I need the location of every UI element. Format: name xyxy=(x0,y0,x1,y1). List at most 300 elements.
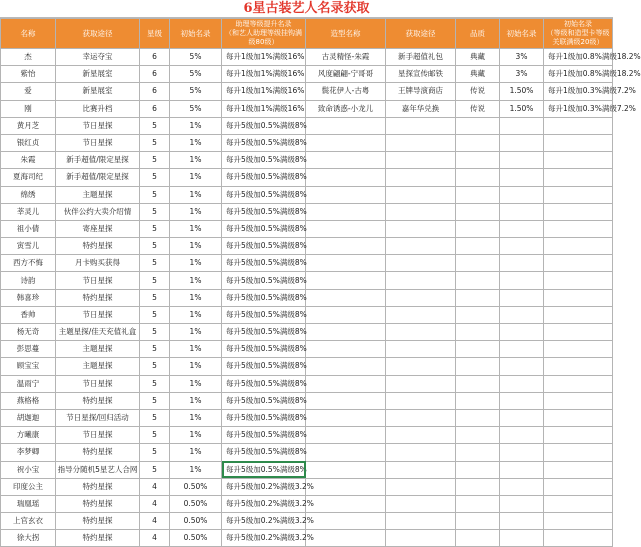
cell-assistant[interactable]: 每升1级加1%满级16% xyxy=(222,100,306,117)
cell-source[interactable]: 比赛升档 xyxy=(56,100,140,117)
cell-costume-source[interactable] xyxy=(386,392,456,409)
cell-costume-source[interactable] xyxy=(386,530,456,547)
cell-stars[interactable]: 6 xyxy=(140,66,170,83)
cell-initial[interactable]: 1% xyxy=(170,203,222,220)
cell-costume[interactable]: 致命诱惑-小龙儿 xyxy=(306,100,386,117)
cell-stars[interactable]: 5 xyxy=(140,134,170,151)
cell-source[interactable]: 主题星探 xyxy=(56,186,140,203)
cell-costume-initial[interactable]: 3% xyxy=(500,66,544,83)
cell-costume-source[interactable] xyxy=(386,461,456,478)
cell-initial[interactable]: 1% xyxy=(170,289,222,306)
cell-quality[interactable] xyxy=(456,324,500,341)
cell-costume-initial[interactable] xyxy=(500,427,544,444)
cell-quality[interactable] xyxy=(456,134,500,151)
cell-stars[interactable]: 4 xyxy=(140,530,170,547)
col-header-costume-growth[interactable]: 初始名录 （等级和造型卡等级关联满级20级） xyxy=(544,19,613,49)
cell-source[interactable]: 指导分随机5星艺人合网 xyxy=(56,461,140,478)
cell-costume-initial[interactable] xyxy=(500,444,544,461)
cell-costume-growth[interactable] xyxy=(544,186,613,203)
cell-assistant[interactable]: 每升5级加0.5%满级8% xyxy=(222,375,306,392)
cell-costume-growth[interactable] xyxy=(544,478,613,495)
cell-initial[interactable]: 1% xyxy=(170,324,222,341)
cell-stars[interactable]: 5 xyxy=(140,117,170,134)
cell-costume-initial[interactable] xyxy=(500,530,544,547)
cell-name[interactable]: 西方不悔 xyxy=(1,255,56,272)
cell-costume[interactable] xyxy=(306,513,386,530)
cell-costume-growth[interactable]: 每升1级加0.3%满级7.2% xyxy=(544,83,613,100)
cell-quality[interactable] xyxy=(456,272,500,289)
cell-source[interactable]: 月卡购买获得 xyxy=(56,255,140,272)
cell-costume-source[interactable] xyxy=(386,117,456,134)
cell-source[interactable]: 幸运夺宝 xyxy=(56,49,140,66)
cell-costume-growth[interactable] xyxy=(544,238,613,255)
cell-stars[interactable]: 5 xyxy=(140,272,170,289)
cell-costume-initial[interactable] xyxy=(500,117,544,134)
cell-costume-source[interactable] xyxy=(386,478,456,495)
cell-costume[interactable] xyxy=(306,203,386,220)
cell-costume-initial[interactable] xyxy=(500,358,544,375)
cell-costume-growth[interactable] xyxy=(544,444,613,461)
cell-quality[interactable] xyxy=(456,427,500,444)
cell-stars[interactable]: 6 xyxy=(140,49,170,66)
cell-quality[interactable] xyxy=(456,203,500,220)
cell-quality[interactable] xyxy=(456,392,500,409)
cell-assistant[interactable]: 每升5级加0.5%满级8% xyxy=(222,324,306,341)
cell-costume-growth[interactable] xyxy=(544,324,613,341)
cell-costume-growth[interactable]: 每升1级加0.8%满级18.2% xyxy=(544,49,613,66)
cell-costume-source[interactable] xyxy=(386,134,456,151)
cell-name[interactable]: 瑞凰瑶 xyxy=(1,495,56,512)
cell-costume-initial[interactable]: 1.50% xyxy=(500,83,544,100)
cell-source[interactable]: 新手超值/限定星探 xyxy=(56,169,140,186)
cell-costume[interactable] xyxy=(306,461,386,478)
cell-name[interactable]: 紫怡 xyxy=(1,66,56,83)
cell-costume-source[interactable] xyxy=(386,409,456,426)
cell-costume-growth[interactable] xyxy=(544,117,613,134)
cell-name[interactable]: 夏海司纪 xyxy=(1,169,56,186)
cell-name[interactable]: 刚 xyxy=(1,100,56,117)
cell-costume-initial[interactable] xyxy=(500,409,544,426)
cell-assistant[interactable]: 每升5级加0.2%满级3.2% xyxy=(222,495,306,512)
cell-quality[interactable]: 传说 xyxy=(456,100,500,117)
cell-assistant[interactable]: 每升1级加1%满级16% xyxy=(222,66,306,83)
cell-costume-initial[interactable] xyxy=(500,306,544,323)
cell-source[interactable]: 特约星探 xyxy=(56,478,140,495)
cell-costume[interactable] xyxy=(306,134,386,151)
cell-stars[interactable]: 5 xyxy=(140,203,170,220)
cell-initial[interactable]: 1% xyxy=(170,341,222,358)
cell-costume-growth[interactable] xyxy=(544,392,613,409)
cell-costume-growth[interactable] xyxy=(544,461,613,478)
cell-costume-initial[interactable] xyxy=(500,289,544,306)
cell-initial[interactable]: 0.50% xyxy=(170,530,222,547)
cell-name[interactable]: 银红贞 xyxy=(1,134,56,151)
cell-source[interactable]: 特约星探 xyxy=(56,444,140,461)
cell-source[interactable]: 寄座星探 xyxy=(56,220,140,237)
cell-assistant[interactable]: 每升5级加0.5%满级8% xyxy=(222,203,306,220)
cell-initial[interactable]: 1% xyxy=(170,272,222,289)
cell-stars[interactable]: 5 xyxy=(140,444,170,461)
cell-costume-growth[interactable] xyxy=(544,152,613,169)
cell-costume-growth[interactable] xyxy=(544,203,613,220)
cell-initial[interactable]: 1% xyxy=(170,444,222,461)
cell-costume-growth[interactable] xyxy=(544,220,613,237)
cell-stars[interactable]: 5 xyxy=(140,358,170,375)
cell-name[interactable]: 胡迦迦 xyxy=(1,409,56,426)
cell-costume-source[interactable] xyxy=(386,289,456,306)
cell-costume-growth[interactable] xyxy=(544,134,613,151)
cell-stars[interactable]: 5 xyxy=(140,152,170,169)
cell-costume-growth[interactable] xyxy=(544,375,613,392)
cell-source[interactable]: 特约星探 xyxy=(56,530,140,547)
cell-costume[interactable] xyxy=(306,169,386,186)
cell-costume-source[interactable] xyxy=(386,427,456,444)
cell-costume-source[interactable] xyxy=(386,169,456,186)
cell-quality[interactable] xyxy=(456,495,500,512)
cell-name[interactable]: 顾宝宝 xyxy=(1,358,56,375)
cell-costume-initial[interactable] xyxy=(500,478,544,495)
cell-stars[interactable]: 5 xyxy=(140,306,170,323)
cell-costume[interactable] xyxy=(306,306,386,323)
col-header-name[interactable]: 名称 xyxy=(1,19,56,49)
cell-stars[interactable]: 5 xyxy=(140,186,170,203)
cell-quality[interactable] xyxy=(456,409,500,426)
cell-quality[interactable] xyxy=(456,461,500,478)
cell-costume-source[interactable] xyxy=(386,324,456,341)
cell-name[interactable]: 寅雪儿 xyxy=(1,238,56,255)
cell-initial[interactable]: 5% xyxy=(170,100,222,117)
cell-costume-source[interactable] xyxy=(386,358,456,375)
cell-costume-growth[interactable] xyxy=(544,289,613,306)
cell-costume-initial[interactable] xyxy=(500,324,544,341)
cell-costume-source[interactable] xyxy=(386,306,456,323)
cell-stars[interactable]: 4 xyxy=(140,495,170,512)
cell-source[interactable]: 新星展室 xyxy=(56,83,140,100)
cell-costume[interactable] xyxy=(306,392,386,409)
cell-quality[interactable] xyxy=(456,444,500,461)
cell-name[interactable]: 方曦康 xyxy=(1,427,56,444)
cell-costume-initial[interactable] xyxy=(500,255,544,272)
cell-initial[interactable]: 0.50% xyxy=(170,495,222,512)
cell-costume-initial[interactable] xyxy=(500,169,544,186)
cell-quality[interactable] xyxy=(456,152,500,169)
cell-name[interactable]: 温雨宁 xyxy=(1,375,56,392)
cell-costume[interactable] xyxy=(306,427,386,444)
cell-costume-initial[interactable] xyxy=(500,341,544,358)
cell-costume-initial[interactable] xyxy=(500,495,544,512)
cell-costume-growth[interactable] xyxy=(544,495,613,512)
cell-costume[interactable] xyxy=(306,341,386,358)
cell-costume-source[interactable] xyxy=(386,375,456,392)
cell-assistant[interactable]: 每升5级加0.5%满级8% xyxy=(222,461,306,478)
cell-quality[interactable]: 典藏 xyxy=(456,49,500,66)
col-header-costume[interactable]: 造型名称 xyxy=(306,19,386,49)
cell-initial[interactable]: 0.50% xyxy=(170,478,222,495)
cell-name[interactable]: 朱霞 xyxy=(1,152,56,169)
cell-costume[interactable] xyxy=(306,220,386,237)
cell-initial[interactable]: 5% xyxy=(170,83,222,100)
cell-costume-growth[interactable] xyxy=(544,255,613,272)
cell-costume-growth[interactable] xyxy=(544,272,613,289)
cell-initial[interactable]: 1% xyxy=(170,392,222,409)
cell-costume-source[interactable] xyxy=(386,238,456,255)
cell-source[interactable]: 节日星探 xyxy=(56,306,140,323)
cell-name[interactable]: 上官玄衣 xyxy=(1,513,56,530)
cell-initial[interactable]: 1% xyxy=(170,134,222,151)
cell-costume-source[interactable] xyxy=(386,272,456,289)
cell-assistant[interactable]: 每升5级加0.2%满级3.2% xyxy=(222,513,306,530)
cell-assistant[interactable]: 每升5级加0.5%满级8% xyxy=(222,186,306,203)
cell-assistant[interactable]: 每升5级加0.5%满级8% xyxy=(222,409,306,426)
cell-quality[interactable] xyxy=(456,255,500,272)
cell-costume[interactable] xyxy=(306,255,386,272)
cell-costume-growth[interactable] xyxy=(544,341,613,358)
cell-stars[interactable]: 5 xyxy=(140,392,170,409)
cell-source[interactable]: 新星展室 xyxy=(56,66,140,83)
cell-quality[interactable]: 典藏 xyxy=(456,66,500,83)
cell-initial[interactable]: 1% xyxy=(170,306,222,323)
cell-costume-growth[interactable]: 每升1级加0.8%满级18.2% xyxy=(544,66,613,83)
cell-name[interactable]: 绵绣 xyxy=(1,186,56,203)
cell-stars[interactable]: 5 xyxy=(140,409,170,426)
cell-name[interactable]: 杨无奇 xyxy=(1,324,56,341)
cell-source[interactable]: 特约星探 xyxy=(56,513,140,530)
cell-source[interactable]: 新手超值/限定星探 xyxy=(56,152,140,169)
cell-costume-initial[interactable] xyxy=(500,152,544,169)
cell-initial[interactable]: 1% xyxy=(170,186,222,203)
cell-costume[interactable]: 古灵精怪-朱霞 xyxy=(306,49,386,66)
cell-stars[interactable]: 5 xyxy=(140,289,170,306)
cell-costume[interactable] xyxy=(306,152,386,169)
cell-assistant[interactable]: 每升1级加1%满级16% xyxy=(222,49,306,66)
cell-costume-initial[interactable] xyxy=(500,186,544,203)
cell-name[interactable]: 李梦卿 xyxy=(1,444,56,461)
cell-costume-source[interactable] xyxy=(386,203,456,220)
cell-initial[interactable]: 1% xyxy=(170,117,222,134)
cell-assistant[interactable]: 每升5级加0.2%满级3.2% xyxy=(222,478,306,495)
cell-assistant[interactable]: 每升5级加0.2%满级3.2% xyxy=(222,530,306,547)
cell-name[interactable]: 韩喜珍 xyxy=(1,289,56,306)
cell-costume-source[interactable] xyxy=(386,341,456,358)
cell-assistant[interactable]: 每升5级加0.5%满级8% xyxy=(222,117,306,134)
cell-stars[interactable]: 5 xyxy=(140,169,170,186)
col-header-costume-initial[interactable]: 初始名录 xyxy=(500,19,544,49)
cell-source[interactable]: 节日星探 xyxy=(56,272,140,289)
cell-source[interactable]: 节日星探 xyxy=(56,134,140,151)
cell-costume[interactable] xyxy=(306,289,386,306)
cell-costume-initial[interactable]: 1.50% xyxy=(500,100,544,117)
cell-initial[interactable]: 1% xyxy=(170,255,222,272)
cell-name[interactable]: 祖小倩 xyxy=(1,220,56,237)
cell-stars[interactable]: 5 xyxy=(140,324,170,341)
cell-stars[interactable]: 5 xyxy=(140,341,170,358)
cell-name[interactable]: 莘灵儿 xyxy=(1,203,56,220)
cell-costume[interactable]: 鬓花伊人-古粤 xyxy=(306,83,386,100)
cell-stars[interactable]: 4 xyxy=(140,478,170,495)
cell-stars[interactable]: 4 xyxy=(140,513,170,530)
cell-initial[interactable]: 1% xyxy=(170,358,222,375)
cell-costume-growth[interactable] xyxy=(544,513,613,530)
cell-quality[interactable] xyxy=(456,289,500,306)
col-header-initial[interactable]: 初始名录 xyxy=(170,19,222,49)
cell-source[interactable]: 特约星探 xyxy=(56,238,140,255)
cell-stars[interactable]: 5 xyxy=(140,238,170,255)
cell-assistant[interactable]: 每升5级加0.5%满级8% xyxy=(222,427,306,444)
cell-stars[interactable]: 5 xyxy=(140,220,170,237)
cell-initial[interactable]: 1% xyxy=(170,461,222,478)
cell-source[interactable]: 节日星探/回归活动 xyxy=(56,409,140,426)
cell-name[interactable]: 香帅 xyxy=(1,306,56,323)
cell-costume-source[interactable]: 嘉年华兑换 xyxy=(386,100,456,117)
cell-source[interactable]: 主题星探/佳天充值礼盒 xyxy=(56,324,140,341)
cell-assistant[interactable]: 每升5级加0.5%满级8% xyxy=(222,341,306,358)
cell-source[interactable]: 主题星探 xyxy=(56,358,140,375)
cell-assistant[interactable]: 每升5级加0.5%满级8% xyxy=(222,289,306,306)
cell-source[interactable]: 特约星探 xyxy=(56,495,140,512)
cell-costume-source[interactable] xyxy=(386,495,456,512)
cell-quality[interactable] xyxy=(456,220,500,237)
cell-source[interactable]: 节日星探 xyxy=(56,117,140,134)
cell-initial[interactable]: 1% xyxy=(170,152,222,169)
cell-name[interactable]: 杰 xyxy=(1,49,56,66)
cell-assistant[interactable]: 每升5级加0.5%满级8% xyxy=(222,152,306,169)
col-header-source[interactable]: 获取途径 xyxy=(56,19,140,49)
cell-costume[interactable] xyxy=(306,409,386,426)
cell-initial[interactable]: 1% xyxy=(170,238,222,255)
cell-costume-growth[interactable] xyxy=(544,427,613,444)
cell-costume[interactable] xyxy=(306,530,386,547)
cell-assistant[interactable]: 每升5级加0.5%满级8% xyxy=(222,220,306,237)
cell-name[interactable]: 徐大拐 xyxy=(1,530,56,547)
cell-costume-initial[interactable] xyxy=(500,203,544,220)
cell-costume[interactable] xyxy=(306,444,386,461)
cell-assistant[interactable]: 每升5级加0.5%满级8% xyxy=(222,392,306,409)
cell-name[interactable]: 彭思蔓 xyxy=(1,341,56,358)
cell-costume[interactable] xyxy=(306,358,386,375)
cell-stars[interactable]: 5 xyxy=(140,427,170,444)
cell-assistant[interactable]: 每升5级加0.5%满级8% xyxy=(222,272,306,289)
cell-costume-source[interactable] xyxy=(386,186,456,203)
cell-name[interactable]: 黄月芝 xyxy=(1,117,56,134)
col-header-stars[interactable]: 星级 xyxy=(140,19,170,49)
cell-initial[interactable]: 1% xyxy=(170,409,222,426)
cell-assistant[interactable]: 每升5级加0.5%满级8% xyxy=(222,255,306,272)
cell-costume[interactable] xyxy=(306,495,386,512)
cell-costume[interactable] xyxy=(306,478,386,495)
cell-costume-initial[interactable] xyxy=(500,392,544,409)
col-header-quality[interactable]: 品质 xyxy=(456,19,500,49)
cell-costume-growth[interactable] xyxy=(544,530,613,547)
cell-name[interactable]: 祝小宝 xyxy=(1,461,56,478)
cell-source[interactable]: 特约星探 xyxy=(56,392,140,409)
col-header-costume-source[interactable]: 获取途径 xyxy=(386,19,456,49)
cell-costume[interactable] xyxy=(306,375,386,392)
cell-initial[interactable]: 5% xyxy=(170,66,222,83)
cell-assistant[interactable]: 每升5级加0.5%满级8% xyxy=(222,134,306,151)
cell-name[interactable]: 印度公主 xyxy=(1,478,56,495)
cell-quality[interactable]: 传说 xyxy=(456,83,500,100)
cell-quality[interactable] xyxy=(456,306,500,323)
cell-costume-growth[interactable]: 每升1级加0.3%满级7.2% xyxy=(544,100,613,117)
cell-costume-growth[interactable] xyxy=(544,306,613,323)
cell-costume-source[interactable] xyxy=(386,513,456,530)
cell-costume-initial[interactable] xyxy=(500,513,544,530)
cell-costume-source[interactable]: 新手超值礼包 xyxy=(386,49,456,66)
cell-assistant[interactable]: 每升5级加0.5%满级8% xyxy=(222,169,306,186)
cell-source[interactable]: 伙伴公约大卖介绍情 xyxy=(56,203,140,220)
cell-quality[interactable] xyxy=(456,117,500,134)
cell-quality[interactable] xyxy=(456,358,500,375)
cell-costume-growth[interactable] xyxy=(544,169,613,186)
cell-name[interactable]: 诗韵 xyxy=(1,272,56,289)
cell-costume-source[interactable] xyxy=(386,220,456,237)
cell-stars[interactable]: 5 xyxy=(140,461,170,478)
cell-name[interactable]: 燕格格 xyxy=(1,392,56,409)
cell-costume-initial[interactable] xyxy=(500,220,544,237)
cell-assistant[interactable]: 每升5级加0.5%满级8% xyxy=(222,238,306,255)
cell-costume[interactable] xyxy=(306,238,386,255)
cell-quality[interactable] xyxy=(456,375,500,392)
cell-costume-initial[interactable] xyxy=(500,238,544,255)
cell-stars[interactable]: 5 xyxy=(140,375,170,392)
cell-initial[interactable]: 1% xyxy=(170,220,222,237)
cell-source[interactable]: 节日星探 xyxy=(56,375,140,392)
cell-assistant[interactable]: 每升5级加0.5%满级8% xyxy=(222,358,306,375)
cell-assistant[interactable]: 每升5级加0.5%满级8% xyxy=(222,306,306,323)
cell-quality[interactable] xyxy=(456,186,500,203)
cell-stars[interactable]: 6 xyxy=(140,100,170,117)
cell-stars[interactable]: 5 xyxy=(140,255,170,272)
cell-quality[interactable] xyxy=(456,238,500,255)
cell-quality[interactable] xyxy=(456,513,500,530)
cell-costume-source[interactable]: 王牌导演商店 xyxy=(386,83,456,100)
cell-source[interactable]: 主题星探 xyxy=(56,341,140,358)
cell-costume-growth[interactable] xyxy=(544,358,613,375)
cell-costume-source[interactable] xyxy=(386,255,456,272)
cell-costume[interactable] xyxy=(306,272,386,289)
cell-costume-growth[interactable] xyxy=(544,409,613,426)
cell-costume-initial[interactable] xyxy=(500,272,544,289)
cell-costume[interactable] xyxy=(306,117,386,134)
cell-source[interactable]: 特约星探 xyxy=(56,289,140,306)
cell-costume-source[interactable]: 星探宣传邮铁 xyxy=(386,66,456,83)
cell-name[interactable]: 爱 xyxy=(1,83,56,100)
col-header-assistant[interactable]: 助理等级提升名录 （和艺人助理等级挂钩满级80级） xyxy=(222,19,306,49)
cell-costume[interactable] xyxy=(306,324,386,341)
cell-stars[interactable]: 6 xyxy=(140,83,170,100)
cell-initial[interactable]: 1% xyxy=(170,375,222,392)
cell-costume[interactable]: 风度翩翩-宁哥哥 xyxy=(306,66,386,83)
cell-costume-source[interactable] xyxy=(386,152,456,169)
cell-quality[interactable] xyxy=(456,478,500,495)
cell-costume-initial[interactable] xyxy=(500,461,544,478)
cell-costume-source[interactable] xyxy=(386,444,456,461)
cell-initial[interactable]: 1% xyxy=(170,169,222,186)
cell-initial[interactable]: 1% xyxy=(170,427,222,444)
cell-initial[interactable]: 0.50% xyxy=(170,513,222,530)
cell-assistant[interactable]: 每升5级加0.5%满级8% xyxy=(222,444,306,461)
cell-costume-initial[interactable] xyxy=(500,134,544,151)
cell-quality[interactable] xyxy=(456,341,500,358)
cell-quality[interactable] xyxy=(456,530,500,547)
cell-assistant[interactable]: 每升1级加1%满级16% xyxy=(222,83,306,100)
cell-costume[interactable] xyxy=(306,186,386,203)
cell-quality[interactable] xyxy=(456,169,500,186)
cell-costume-initial[interactable] xyxy=(500,375,544,392)
cell-source[interactable]: 节日星探 xyxy=(56,427,140,444)
cell-initial[interactable]: 5% xyxy=(170,49,222,66)
cell-costume-initial[interactable]: 3% xyxy=(500,49,544,66)
